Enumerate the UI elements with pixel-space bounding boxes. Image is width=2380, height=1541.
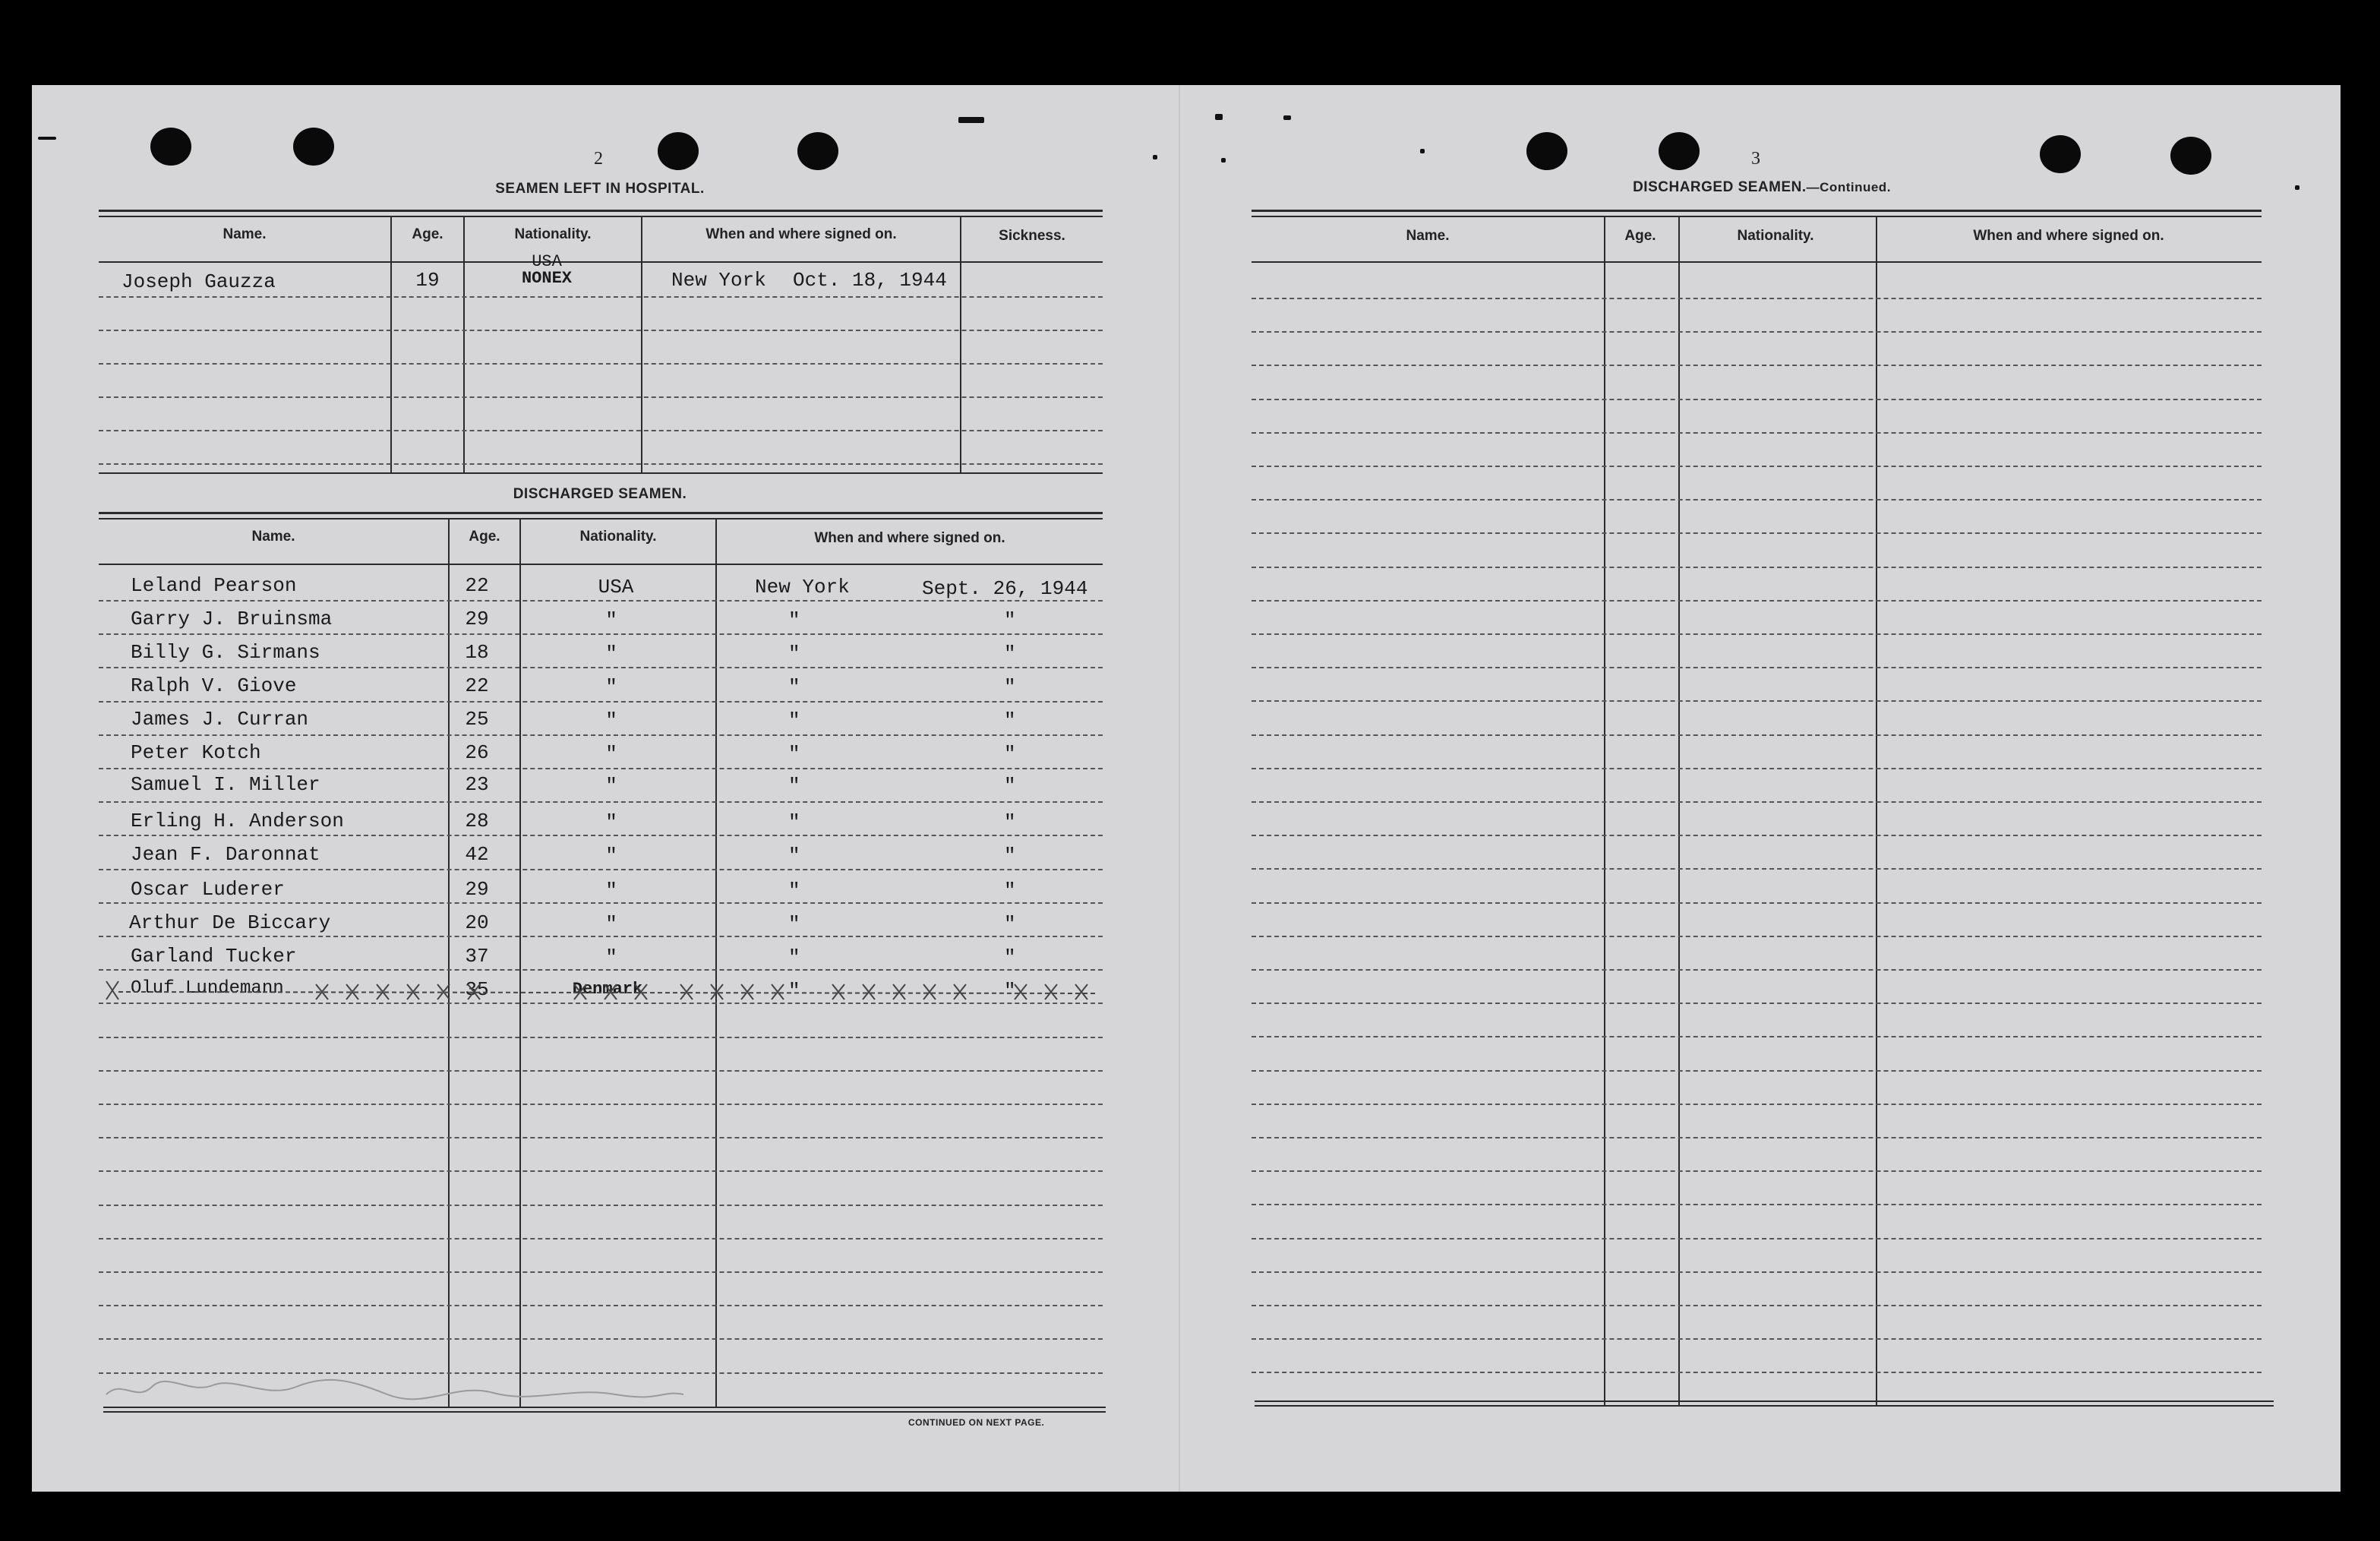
row-rule <box>1252 1338 2262 1340</box>
rule <box>1255 1400 2274 1402</box>
row-rule <box>1252 1372 2262 1373</box>
row-rule <box>1252 466 2262 467</box>
hospital-name: Joseph Gauzza <box>122 270 276 293</box>
row-rule <box>1252 1070 2262 1072</box>
row-rule <box>99 768 1103 769</box>
seaman-name: Jean F. Daronnat <box>131 843 320 866</box>
rule <box>1255 1405 2274 1407</box>
row-rule <box>99 701 1103 703</box>
struck-signed-on-place: " <box>788 980 800 1003</box>
signed-on-place: " <box>788 709 800 732</box>
hospital-place: New York <box>671 269 766 292</box>
row-rule <box>99 363 1103 365</box>
signed-on-date: " <box>1004 643 1016 665</box>
ink-speck <box>1153 155 1157 159</box>
signed-on-date: " <box>1004 676 1016 699</box>
page-number: 3 <box>1751 149 1760 169</box>
row-rule <box>1252 399 2262 400</box>
row-rule <box>1252 801 2262 803</box>
rule <box>99 564 1103 565</box>
seaman-nationality: " <box>605 811 617 834</box>
seaman-name: Garry J. Bruinsma <box>131 608 333 630</box>
signed-on-date: Sept. 26, 1944 <box>922 577 1088 600</box>
row-rule <box>99 734 1103 736</box>
seaman-name: James J. Curran <box>131 708 309 731</box>
discharged-continued-title <box>1519 179 2005 196</box>
row-rule <box>99 667 1103 668</box>
row-rule <box>99 1137 1103 1138</box>
column-divider <box>390 217 392 472</box>
col-header-nationality: Nationality. <box>1737 228 1814 244</box>
rule <box>99 216 1103 217</box>
struck-signed-on-date: " <box>1004 980 1016 1003</box>
row-rule <box>1252 936 2262 937</box>
ink-speck <box>1420 149 1425 153</box>
punch-hole <box>293 128 334 166</box>
seaman-age: 26 <box>465 741 489 764</box>
row-rule <box>99 430 1103 431</box>
signed-on-date: " <box>1004 845 1016 867</box>
seaman-nationality: " <box>605 775 617 797</box>
hospital-date: Oct. 18, 1944 <box>793 269 947 292</box>
col-header-nationality: Nationality. <box>514 226 592 242</box>
col-header-age: Age. <box>469 529 500 545</box>
hospital-nationality: USA <box>532 252 562 271</box>
page-number: 2 <box>594 149 603 169</box>
seaman-age: 29 <box>465 608 489 630</box>
seaman-name: Peter Kotch <box>131 741 261 764</box>
ink-speck <box>1283 115 1291 120</box>
seaman-age: 42 <box>465 843 489 866</box>
column-divider <box>1604 217 1605 1407</box>
ink-speck <box>1215 114 1223 120</box>
col-header-sickness: Sickness. <box>999 228 1065 244</box>
seaman-age: 29 <box>465 878 489 901</box>
row-rule <box>99 801 1103 803</box>
seaman-name: Oscar Luderer <box>131 878 285 901</box>
signed-on-place: " <box>788 643 800 665</box>
row-rule <box>99 1104 1103 1105</box>
row-rule <box>1252 499 2262 501</box>
hospital-age: 19 <box>415 269 440 292</box>
signed-on-place: " <box>788 845 800 867</box>
seaman-name: Billy G. Sirmans <box>131 641 320 664</box>
seaman-nationality: " <box>605 913 617 936</box>
row-rule <box>99 600 1103 602</box>
page-fold <box>1179 85 1180 1492</box>
col-header-signed-on: When and where signed on. <box>705 226 897 242</box>
seaman-nationality: USA <box>598 576 634 598</box>
seaman-nationality: " <box>605 845 617 867</box>
seaman-name: Arthur De Biccary <box>129 911 331 934</box>
seaman-age: 23 <box>465 773 489 796</box>
seaman-age: 22 <box>465 674 489 697</box>
discharged-section-title: DISCHARGED SEAMEN. <box>513 486 687 502</box>
row-rule <box>99 835 1103 836</box>
signed-on-date: " <box>1004 609 1016 632</box>
col-header-signed-on: When and where signed on. <box>1973 228 2164 244</box>
row-rule <box>1252 902 2262 904</box>
seaman-age: 20 <box>465 911 489 934</box>
row-rule <box>1252 1036 2262 1037</box>
column-divider <box>641 217 642 472</box>
row-rule <box>1252 734 2262 736</box>
col-header-nationality: Nationality. <box>579 529 657 545</box>
row-rule <box>99 969 1103 971</box>
seaman-age: 28 <box>465 810 489 832</box>
row-rule <box>1252 868 2262 870</box>
column-divider <box>715 519 717 1408</box>
rule <box>103 1407 1106 1408</box>
signed-on-date: " <box>1004 709 1016 732</box>
row-rule <box>99 1338 1103 1340</box>
seaman-name: Erling H. Anderson <box>131 810 344 832</box>
row-rule <box>1252 700 2262 702</box>
seaman-nationality: " <box>605 879 617 902</box>
continued-note: CONTINUED ON NEXT PAGE. <box>908 1417 1045 1428</box>
col-header-signed-on: When and where signed on. <box>814 530 1005 546</box>
row-rule <box>1252 667 2262 668</box>
seaman-nationality: " <box>605 946 617 969</box>
punch-hole <box>2040 135 2081 173</box>
row-rule <box>1252 365 2262 366</box>
row-rule <box>1252 1204 2262 1205</box>
row-rule <box>99 396 1103 398</box>
struck-seaman-nationality: Denmark <box>572 980 643 999</box>
row-rule <box>99 902 1103 904</box>
punch-hole <box>797 132 838 170</box>
seaman-nationality: " <box>605 643 617 665</box>
title-main: DISCHARGED SEAMEN. <box>1633 179 1807 195</box>
row-rule <box>99 869 1103 870</box>
row-rule <box>1252 567 2262 568</box>
row-rule <box>99 1037 1103 1038</box>
ink-speck <box>38 137 56 140</box>
row-rule <box>1252 600 2262 602</box>
pencil-scribble <box>99 1372 691 1410</box>
row-rule <box>99 463 1103 465</box>
ink-speck <box>1221 158 1226 163</box>
column-divider <box>1876 217 1877 1407</box>
row-rule <box>1252 1271 2262 1273</box>
seaman-age: 25 <box>465 708 489 731</box>
row-rule <box>1252 331 2262 333</box>
row-rule <box>1252 969 2262 971</box>
row-rule <box>99 296 1103 298</box>
row-rule <box>99 1271 1103 1273</box>
rule <box>1252 210 2262 212</box>
seaman-name: Ralph V. Giove <box>131 674 297 697</box>
row-rule <box>99 1205 1103 1206</box>
seaman-name: Garland Tucker <box>131 945 297 968</box>
row-rule <box>99 1305 1103 1306</box>
hospital-section-title: SEAMEN LEFT IN HOSPITAL. <box>495 181 705 197</box>
seaman-name: Leland Pearson <box>131 574 297 597</box>
seaman-nationality: " <box>605 609 617 632</box>
column-divider <box>1678 217 1680 1407</box>
seaman-nationality: " <box>605 676 617 699</box>
signed-on-place: New York <box>755 576 850 598</box>
punch-hole <box>1526 132 1567 170</box>
seaman-age: 22 <box>465 574 489 597</box>
signed-on-date: " <box>1004 775 1016 797</box>
strikethrough-x-marks <box>103 977 1103 1004</box>
row-rule <box>99 1170 1103 1172</box>
ink-speck <box>958 117 984 123</box>
col-header-name: Name. <box>223 226 267 242</box>
row-rule <box>1252 1170 2262 1172</box>
rule <box>99 512 1103 514</box>
signed-on-place: " <box>788 946 800 969</box>
ink-speck <box>2295 185 2300 190</box>
signed-on-place: " <box>788 676 800 699</box>
signed-on-date: " <box>1004 879 1016 902</box>
punch-hole <box>1659 132 1700 170</box>
signed-on-place: " <box>788 775 800 797</box>
punch-hole <box>150 128 191 166</box>
signed-on-place: " <box>788 879 800 902</box>
rule <box>99 472 1103 474</box>
row-rule <box>1252 633 2262 635</box>
rule <box>99 210 1103 212</box>
seaman-age: 37 <box>465 945 489 968</box>
rule <box>99 518 1103 519</box>
punch-hole <box>658 132 699 170</box>
row-rule <box>1252 298 2262 299</box>
rule <box>103 1411 1106 1413</box>
seaman-nationality: " <box>605 743 617 766</box>
struck-seaman-age: 35 <box>465 978 489 1001</box>
col-header-name: Name. <box>251 529 295 545</box>
col-header-age: Age. <box>1624 228 1656 244</box>
column-divider <box>960 217 961 472</box>
row-rule <box>1252 1104 2262 1105</box>
signed-on-place: " <box>788 609 800 632</box>
col-header-age: Age. <box>412 226 443 242</box>
row-rule <box>1252 1305 2262 1306</box>
signed-on-date: " <box>1004 946 1016 969</box>
row-rule <box>99 633 1103 635</box>
signed-on-place: " <box>788 913 800 936</box>
row-rule <box>99 936 1103 937</box>
hospital-nationality-overtyped: NONEX <box>521 269 572 288</box>
signed-on-date: " <box>1004 743 1016 766</box>
signed-on-date: " <box>1004 913 1016 936</box>
signed-on-place: " <box>788 811 800 834</box>
col-header-name: Name. <box>1406 228 1450 244</box>
row-rule <box>1252 432 2262 434</box>
row-rule <box>99 1238 1103 1239</box>
signed-on-place: " <box>788 743 800 766</box>
row-rule <box>1252 768 2262 769</box>
title-suffix: —Continued. <box>1806 180 1891 194</box>
row-rule <box>1252 1137 2262 1138</box>
row-rule <box>99 330 1103 331</box>
seaman-name: Samuel I. Miller <box>131 773 320 796</box>
seaman-nationality: " <box>605 709 617 732</box>
row-rule <box>1252 1003 2262 1004</box>
rule <box>1252 261 2262 263</box>
punch-hole <box>2170 137 2211 175</box>
rule <box>1252 216 2262 217</box>
row-rule <box>99 1070 1103 1072</box>
struck-seaman-name: Oluf Lundemann <box>131 978 284 999</box>
seaman-age: 18 <box>465 641 489 664</box>
row-rule <box>1252 1238 2262 1239</box>
signed-on-date: " <box>1004 811 1016 834</box>
row-rule <box>1252 835 2262 836</box>
row-rule <box>1252 532 2262 534</box>
